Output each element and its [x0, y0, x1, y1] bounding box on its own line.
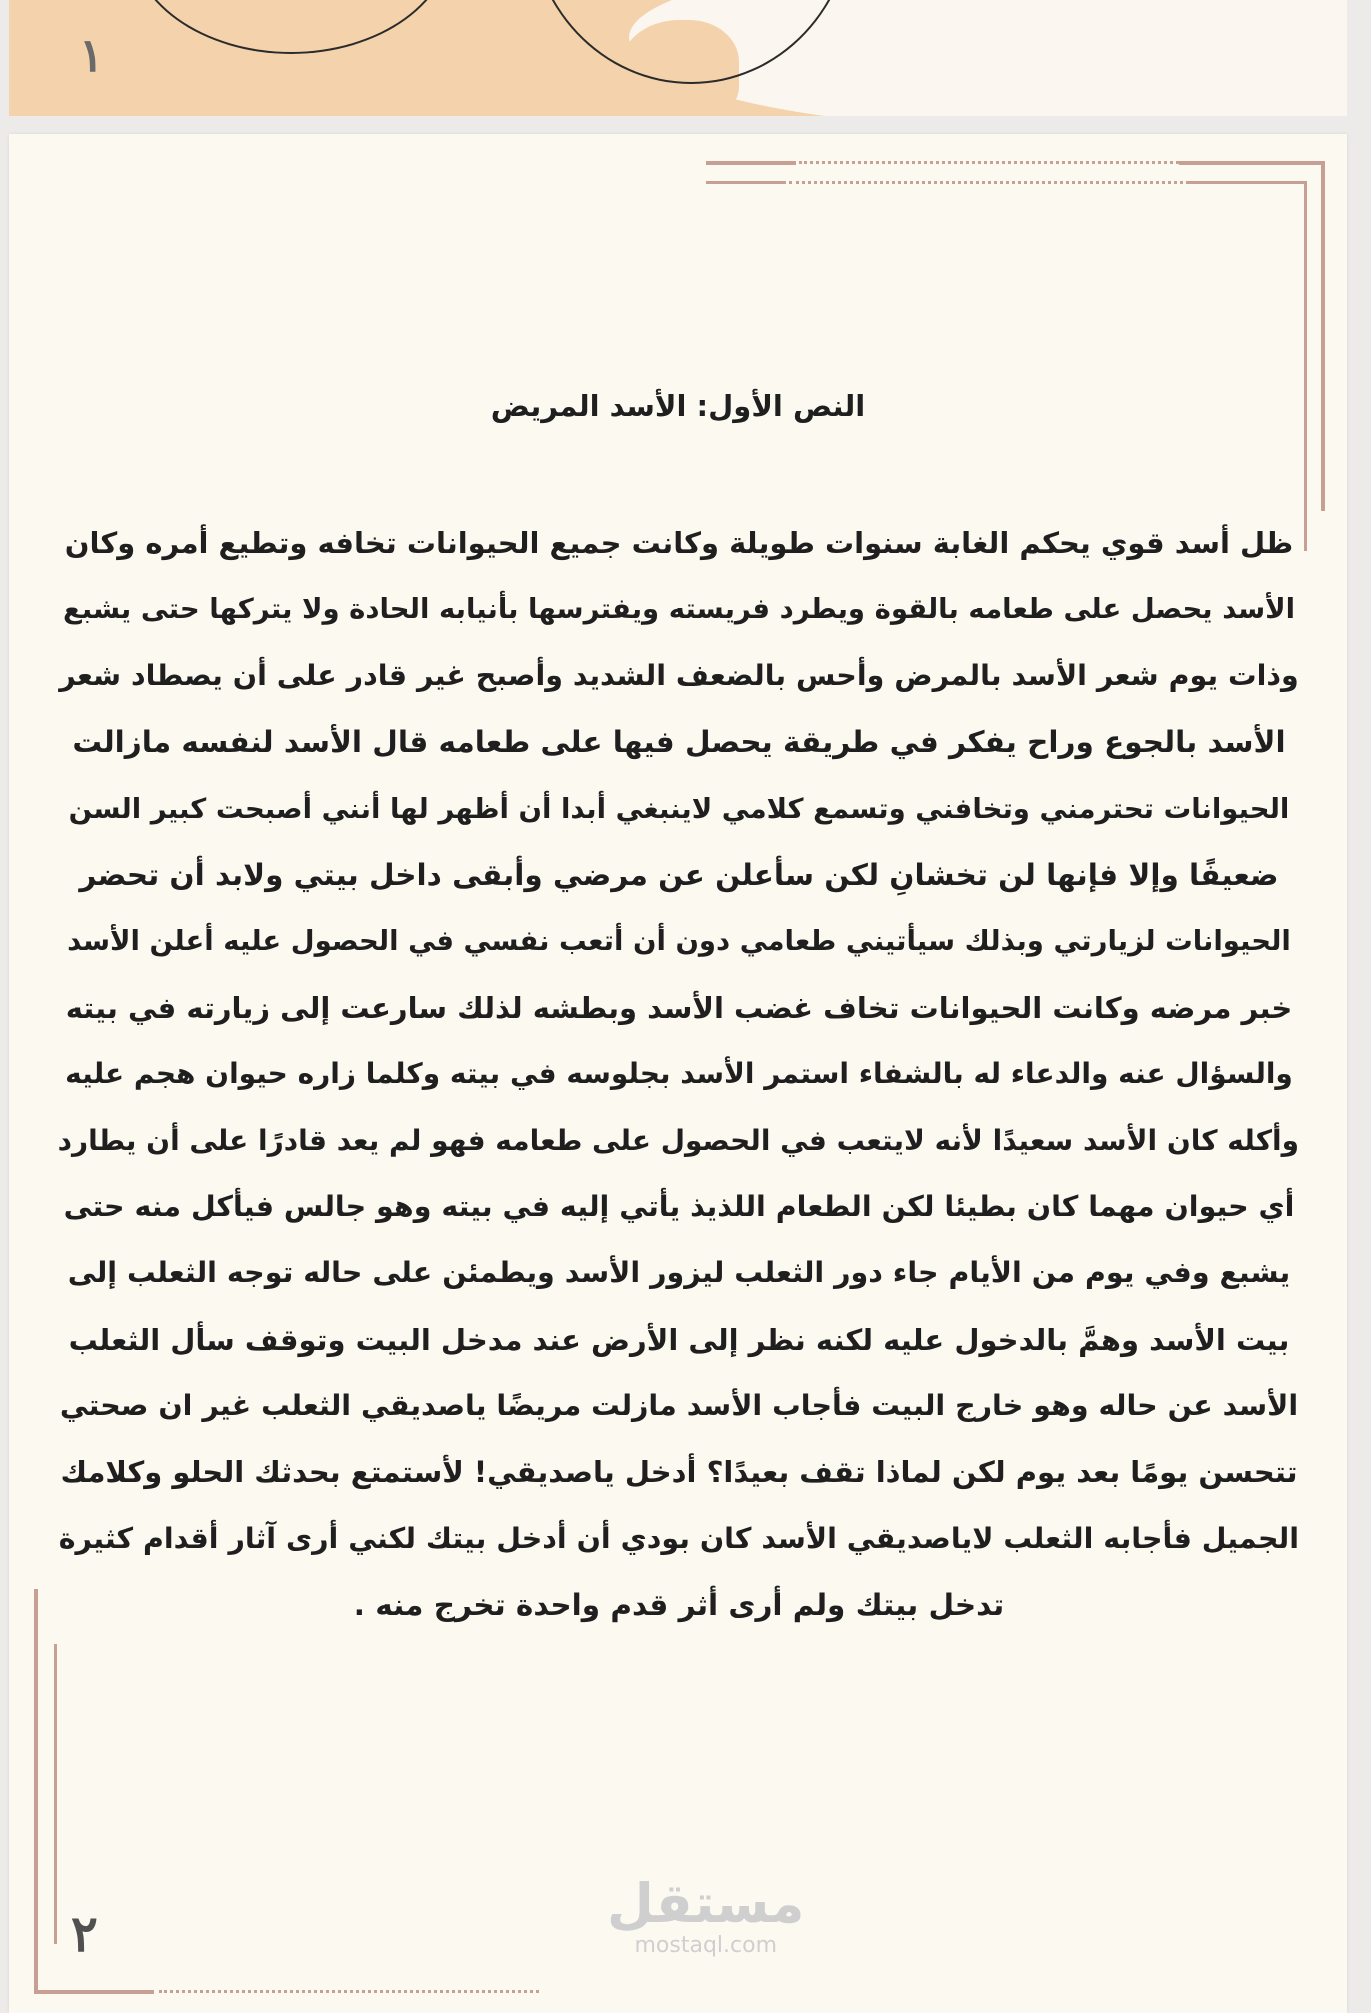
frame-dash-bottom: [159, 1990, 539, 1993]
frame-line-top: [1179, 161, 1325, 165]
decorative-ring: [129, 0, 453, 54]
previous-page-number: ١: [79, 28, 104, 82]
previous-page: [9, 0, 1347, 116]
frame-line-top: [706, 161, 796, 165]
text-line: والسؤال عنه والدعاء له بالشفاء استمر الأسد بجلوسه في بيته وكلما زاره حيوان هجم عليه: [65, 1057, 1293, 1091]
text-line: الحيوانات لزيارتي وبذلك سيأتيني طعامي دون أن أتعب نفسي في الحصول عليه أعلن الأسد: [67, 925, 1291, 958]
text-line: الأسد يحصل على طعامه بالقوة ويطرد فريسته ويفترسها بأنيابه الحادة ولا يتركها حتى يشبع: [62, 593, 1296, 626]
frame-line-inner-top: [1189, 181, 1307, 184]
frame-line-left: [34, 1589, 38, 1994]
text-line: الجميل فأجابه الثعلب لاياصديقي الأسد كان بودي أن أدخل بيتك لكني أرى آثار أقدام كثيرة: [58, 1521, 1299, 1555]
text-line: تدخل بيتك ولم أرى أثر قدم واحدة تخرج منه .: [353, 1588, 1005, 1623]
page-number: ٢: [71, 1904, 98, 1963]
text-line: ظل أسد قوي يحكم الغابة سنوات طويلة وكانت جميع الحيوانات تخافه وتطيع أمره وكان: [64, 526, 1294, 560]
text-line: يشبع وفي يوم من الأيام جاء دور الثعلب ليزور الأسد ويطمئن على حاله توجه الثعلب إلى: [67, 1256, 1291, 1290]
watermark-arabic: مستقل: [607, 1872, 805, 1935]
watermark-latin: mostaql.com: [634, 1933, 778, 1958]
text-line: وأكله كان الأسد سعيدًا لأنه لايتعب في الحصول على طعامه فهو لم يعد قادرًا على أن يطارد: [57, 1123, 1299, 1157]
story-body: [59, 510, 1299, 1639]
frame-line-inner-left: [54, 1644, 57, 1944]
frame-line-inner-right: [1304, 181, 1307, 551]
watermark-logo: [607, 1874, 805, 1958]
text-line: وذات يوم شعر الأسد بالمرض وأحس بالضعف الشديد وأصبح غير قادر على أن يصطاد شعر: [59, 658, 1299, 692]
frame-line-inner-top: [706, 181, 786, 184]
story-title: النص الأول: الأسد المريض: [490, 389, 866, 423]
text-line: خبر مرضه وكانت الحيوانات تخاف غضب الأسد وبطشه لذلك سارعت إلى زيارته في بيته: [65, 990, 1293, 1025]
text-line: الأسد عن حاله وهو خارج البيت فأجاب الأسد مازلت مريضًا ياصديقي الثعلب غير ان صحتي: [59, 1389, 1299, 1423]
frame-dash-inner-top: [789, 181, 1189, 184]
text-line: أي حيوان مهما كان بطيئا لكن الطعام اللذيذ يأتي إليه في بيته وهو جالس فيأكل منه حتى: [63, 1189, 1295, 1223]
text-line: ضعيفًا وإلا فإنها لن تخشانِ لكن سأعلن عن مرضي وأبقى داخل بيتي ولابد أن تحضر: [79, 857, 1279, 892]
text-line: الحيوانات تحترمني وتخافني وتسمع كلامي لاينبغي أبدا أن أظهر لها أنني أصبحت كبير السن: [68, 792, 1290, 825]
text-line: بيت الأسد وهمَّ بالدخول عليه لكنه نظر إلى الأرض عند مدخل البيت وتوقف سأل الثعلب: [68, 1322, 1290, 1357]
text-line: تتحسن يومًا بعد يوم لكن لماذا تقف بعيدًا؟ أدخل ياصديقي! لأستمتع بحدثك الحلو وكلامك: [60, 1455, 1298, 1490]
document-page: [9, 134, 1347, 2013]
frame-line-right: [1321, 161, 1325, 511]
text-line: الأسد بالجوع وراح يفكر في طريقة يحصل فيها على طعامه قال الأسد لنفسه مازالت: [72, 725, 1286, 760]
frame-dash-top: [799, 161, 1179, 164]
frame-line-bottom: [34, 1990, 154, 1994]
